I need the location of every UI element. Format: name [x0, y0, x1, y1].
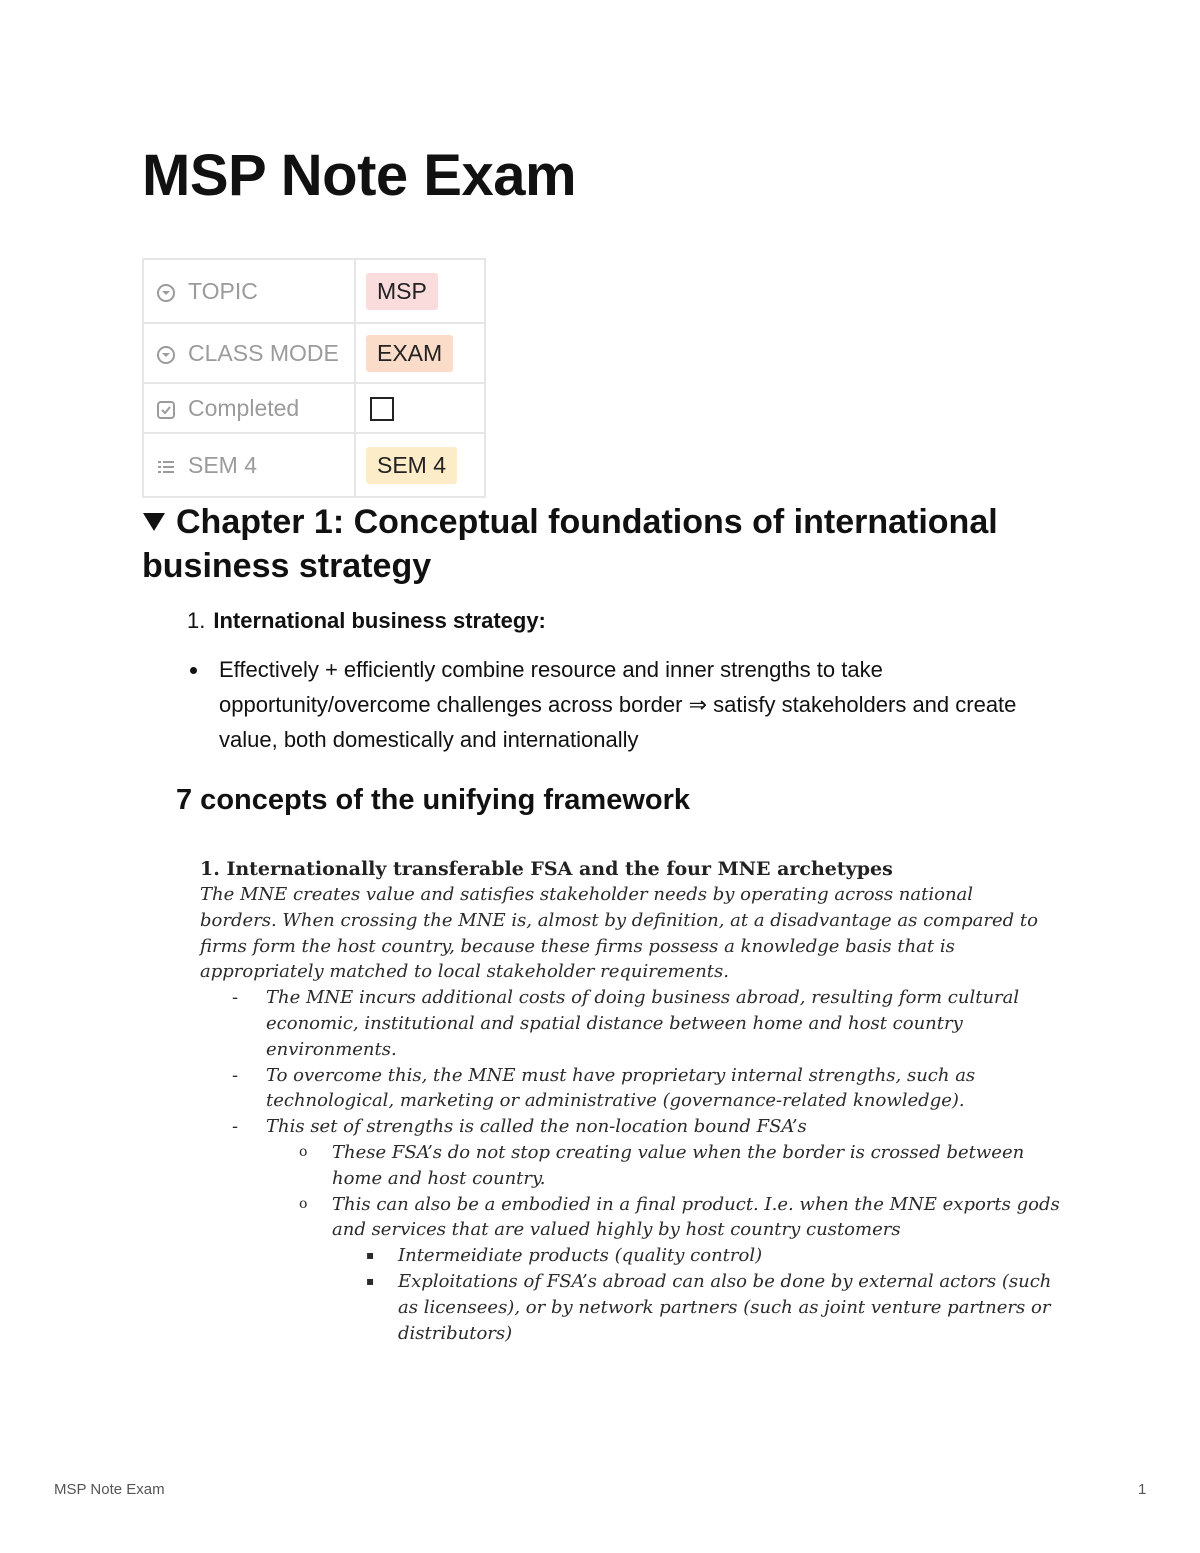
- completed-checkbox[interactable]: [370, 397, 394, 421]
- property-label: SEM 4: [188, 451, 258, 478]
- sem-tag[interactable]: SEM 4: [366, 447, 457, 484]
- footer-title: MSP Note Exam: [54, 1481, 165, 1498]
- numbered-list-item: 1. International business strategy:: [187, 608, 546, 633]
- list-item: o These FSA’s do not stop creating value when the border is crossed between home and host country.: [299, 1141, 1025, 1189]
- bullet-list-item: Effectively + efficiently combine resource and inner strengths to take opportunity/overcome challenges across border ⇒ satisfy stakeholders and create value, both domestically and internationally: [219, 657, 1017, 752]
- property-label: TOPIC: [188, 277, 258, 304]
- embedded-list: [200, 985, 1060, 1346]
- list-item: - The MNE incurs additional costs of doing business abroad, resulting form cultural economic, institutional and spatial distance between home and host country environments.: [232, 987, 1020, 1060]
- embedded-heading: 1. Internationally transferable FSA and the four MNE archetypes: [200, 858, 893, 880]
- list-number: 1.: [187, 608, 206, 633]
- bullet-dot-icon: [190, 667, 197, 674]
- property-label: Completed: [188, 394, 300, 421]
- embedded-notes-image: [200, 856, 1060, 1346]
- embedded-paragraph: The MNE creates value and satisfies stakeholder needs by operating across national borders. When crossing the MNE is, almost by definition, at a disadvantage as compared to firms form the host country, because these firms possess a knowledge basis that is appropriately matched to local stakeholder requirements.: [200, 884, 1038, 983]
- list-item: o This can also be a embodied in a final product. I.e. when the MNE exports gods and services that are valued highly by host country customers: [299, 1193, 1060, 1241]
- property-row-topic[interactable]: [143, 259, 485, 323]
- select-icon: [156, 283, 176, 303]
- properties-table: [142, 258, 486, 498]
- property-row-completed[interactable]: [143, 383, 485, 433]
- list-item: ▪ Intermeidiate products (quality control): [366, 1245, 763, 1267]
- select-icon: [156, 345, 176, 365]
- page-title: MSP Note Exam: [142, 143, 577, 208]
- concepts-heading: 7 concepts of the unifying framework: [176, 784, 691, 816]
- page-number: 1: [1138, 1481, 1147, 1498]
- list-item: ▪ Exploitations of FSA’s abroad can also be done by external actors (such as licensees), or by network partners (such as joint venture partners or distributors): [366, 1270, 1052, 1344]
- property-label: CLASS MODE: [188, 339, 339, 366]
- chapter-toggle-heading[interactable]: [142, 500, 1062, 588]
- list-item: - This set of strengths is called the non-location bound FSA’s: [232, 1116, 807, 1138]
- list-item: - To overcome this, the MNE must have proprietary internal strengths, such as technological, marketing or administrative (governance-related knowledge).: [232, 1064, 976, 1112]
- property-row-sem[interactable]: [143, 433, 485, 497]
- toggle-triangle-icon[interactable]: [142, 512, 166, 532]
- list-icon: [156, 457, 176, 477]
- topic-tag[interactable]: MSP: [366, 273, 438, 310]
- chapter-title: Chapter 1: Conceptual foundations of international business strategy: [142, 503, 998, 585]
- property-row-class-mode[interactable]: [143, 323, 485, 383]
- class-mode-tag[interactable]: EXAM: [366, 335, 453, 372]
- checkbox-icon: [156, 400, 176, 420]
